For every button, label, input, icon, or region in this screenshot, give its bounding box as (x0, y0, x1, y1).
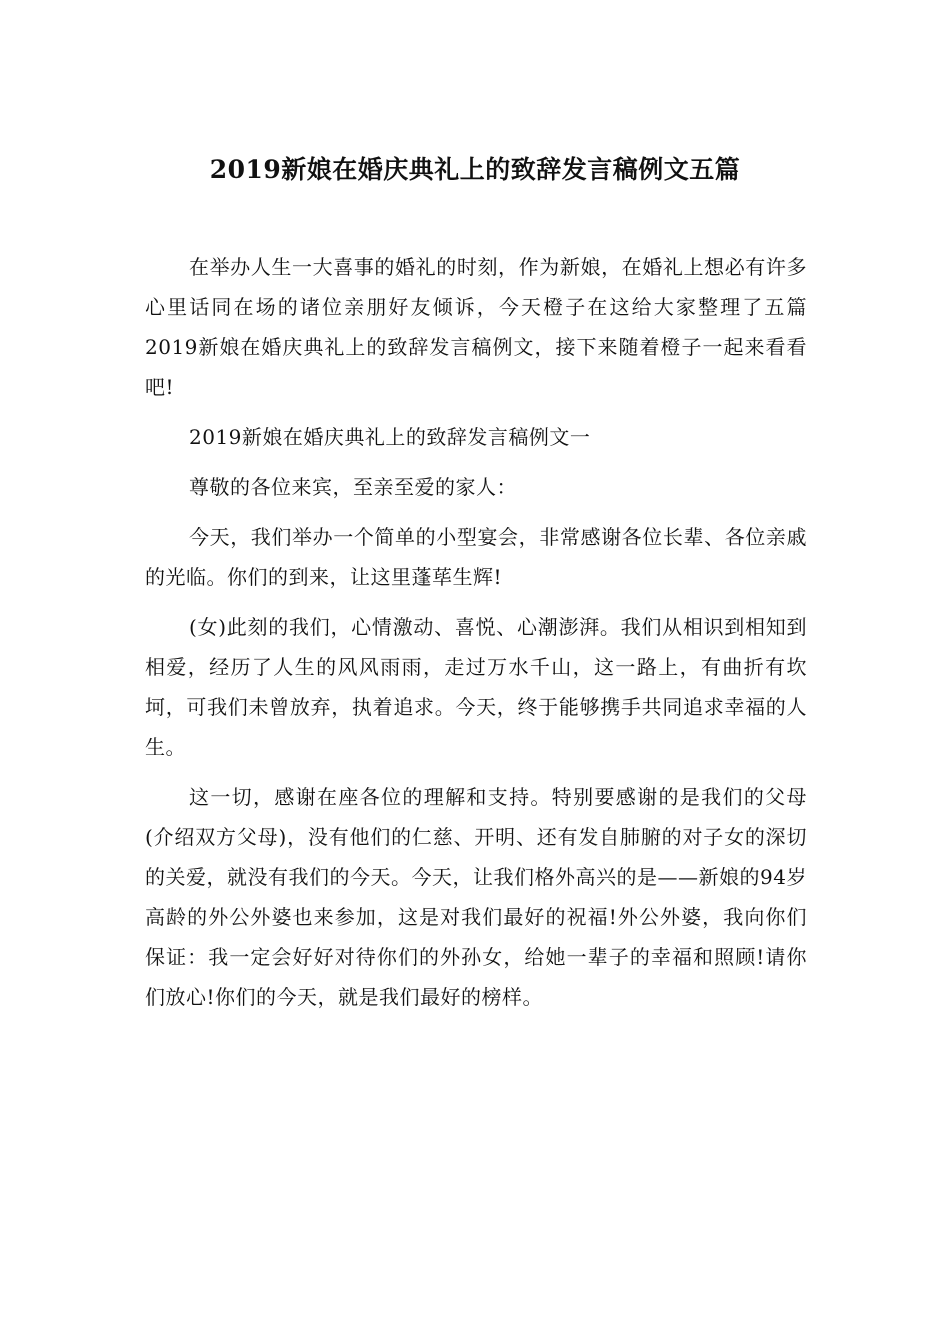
body-paragraph: (女)此刻的我们，心情激动、喜悦、心潮澎湃。我们从相识到相知到相爱，经历了人生的风风雨雨，走过万水千山，这一路上，有曲折有坎坷，可我们未曾放弃，执着追求。今天，终于能够携手共同追求幸福的人生。 (145, 615, 807, 759)
body-paragraph: 这一切，感谢在座各位的理解和支持。特别要感谢的是我们的父母(介绍双方父母)，没有他们的仁慈、开明、还有发自肺腑的对子女的深切的关爱，就没有我们的今天。今天，让我们格外高兴的是——新娘的94岁高龄的外公外婆也来参加，这是对我们最好的祝福!外公外婆，我向你们保证：我一定会好好对待你们的外孙女，给她一辈子的幸福和照顾!请你们放心!你们的今天，就是我们最好的榜样。 (145, 785, 807, 1009)
intro-paragraph: 在举办人生一大喜事的婚礼的时刻，作为新娘，在婚礼上想必有许多心里话同在场的诸位亲朋好友倾诉，今天橙子在这给大家整理了五篇2019新娘在婚庆典礼上的致辞发言稿例文，接下来随着橙子一起来看看吧! (145, 255, 807, 399)
document-body (145, 247, 807, 1027)
document-title: 2019新娘在婚庆典礼上的致辞发言稿例文五篇 (209, 155, 741, 184)
salutation-paragraph: 尊敬的各位来宾，至亲至爱的家人： (189, 475, 517, 499)
body-paragraph: 今天，我们举办一个简单的小型宴会，非常感谢各位长辈、各位亲戚的光临。你们的到来，让这里蓬荜生辉! (145, 525, 807, 589)
section-heading: 2019新娘在婚庆典礼上的致辞发言稿例文一 (189, 425, 591, 449)
